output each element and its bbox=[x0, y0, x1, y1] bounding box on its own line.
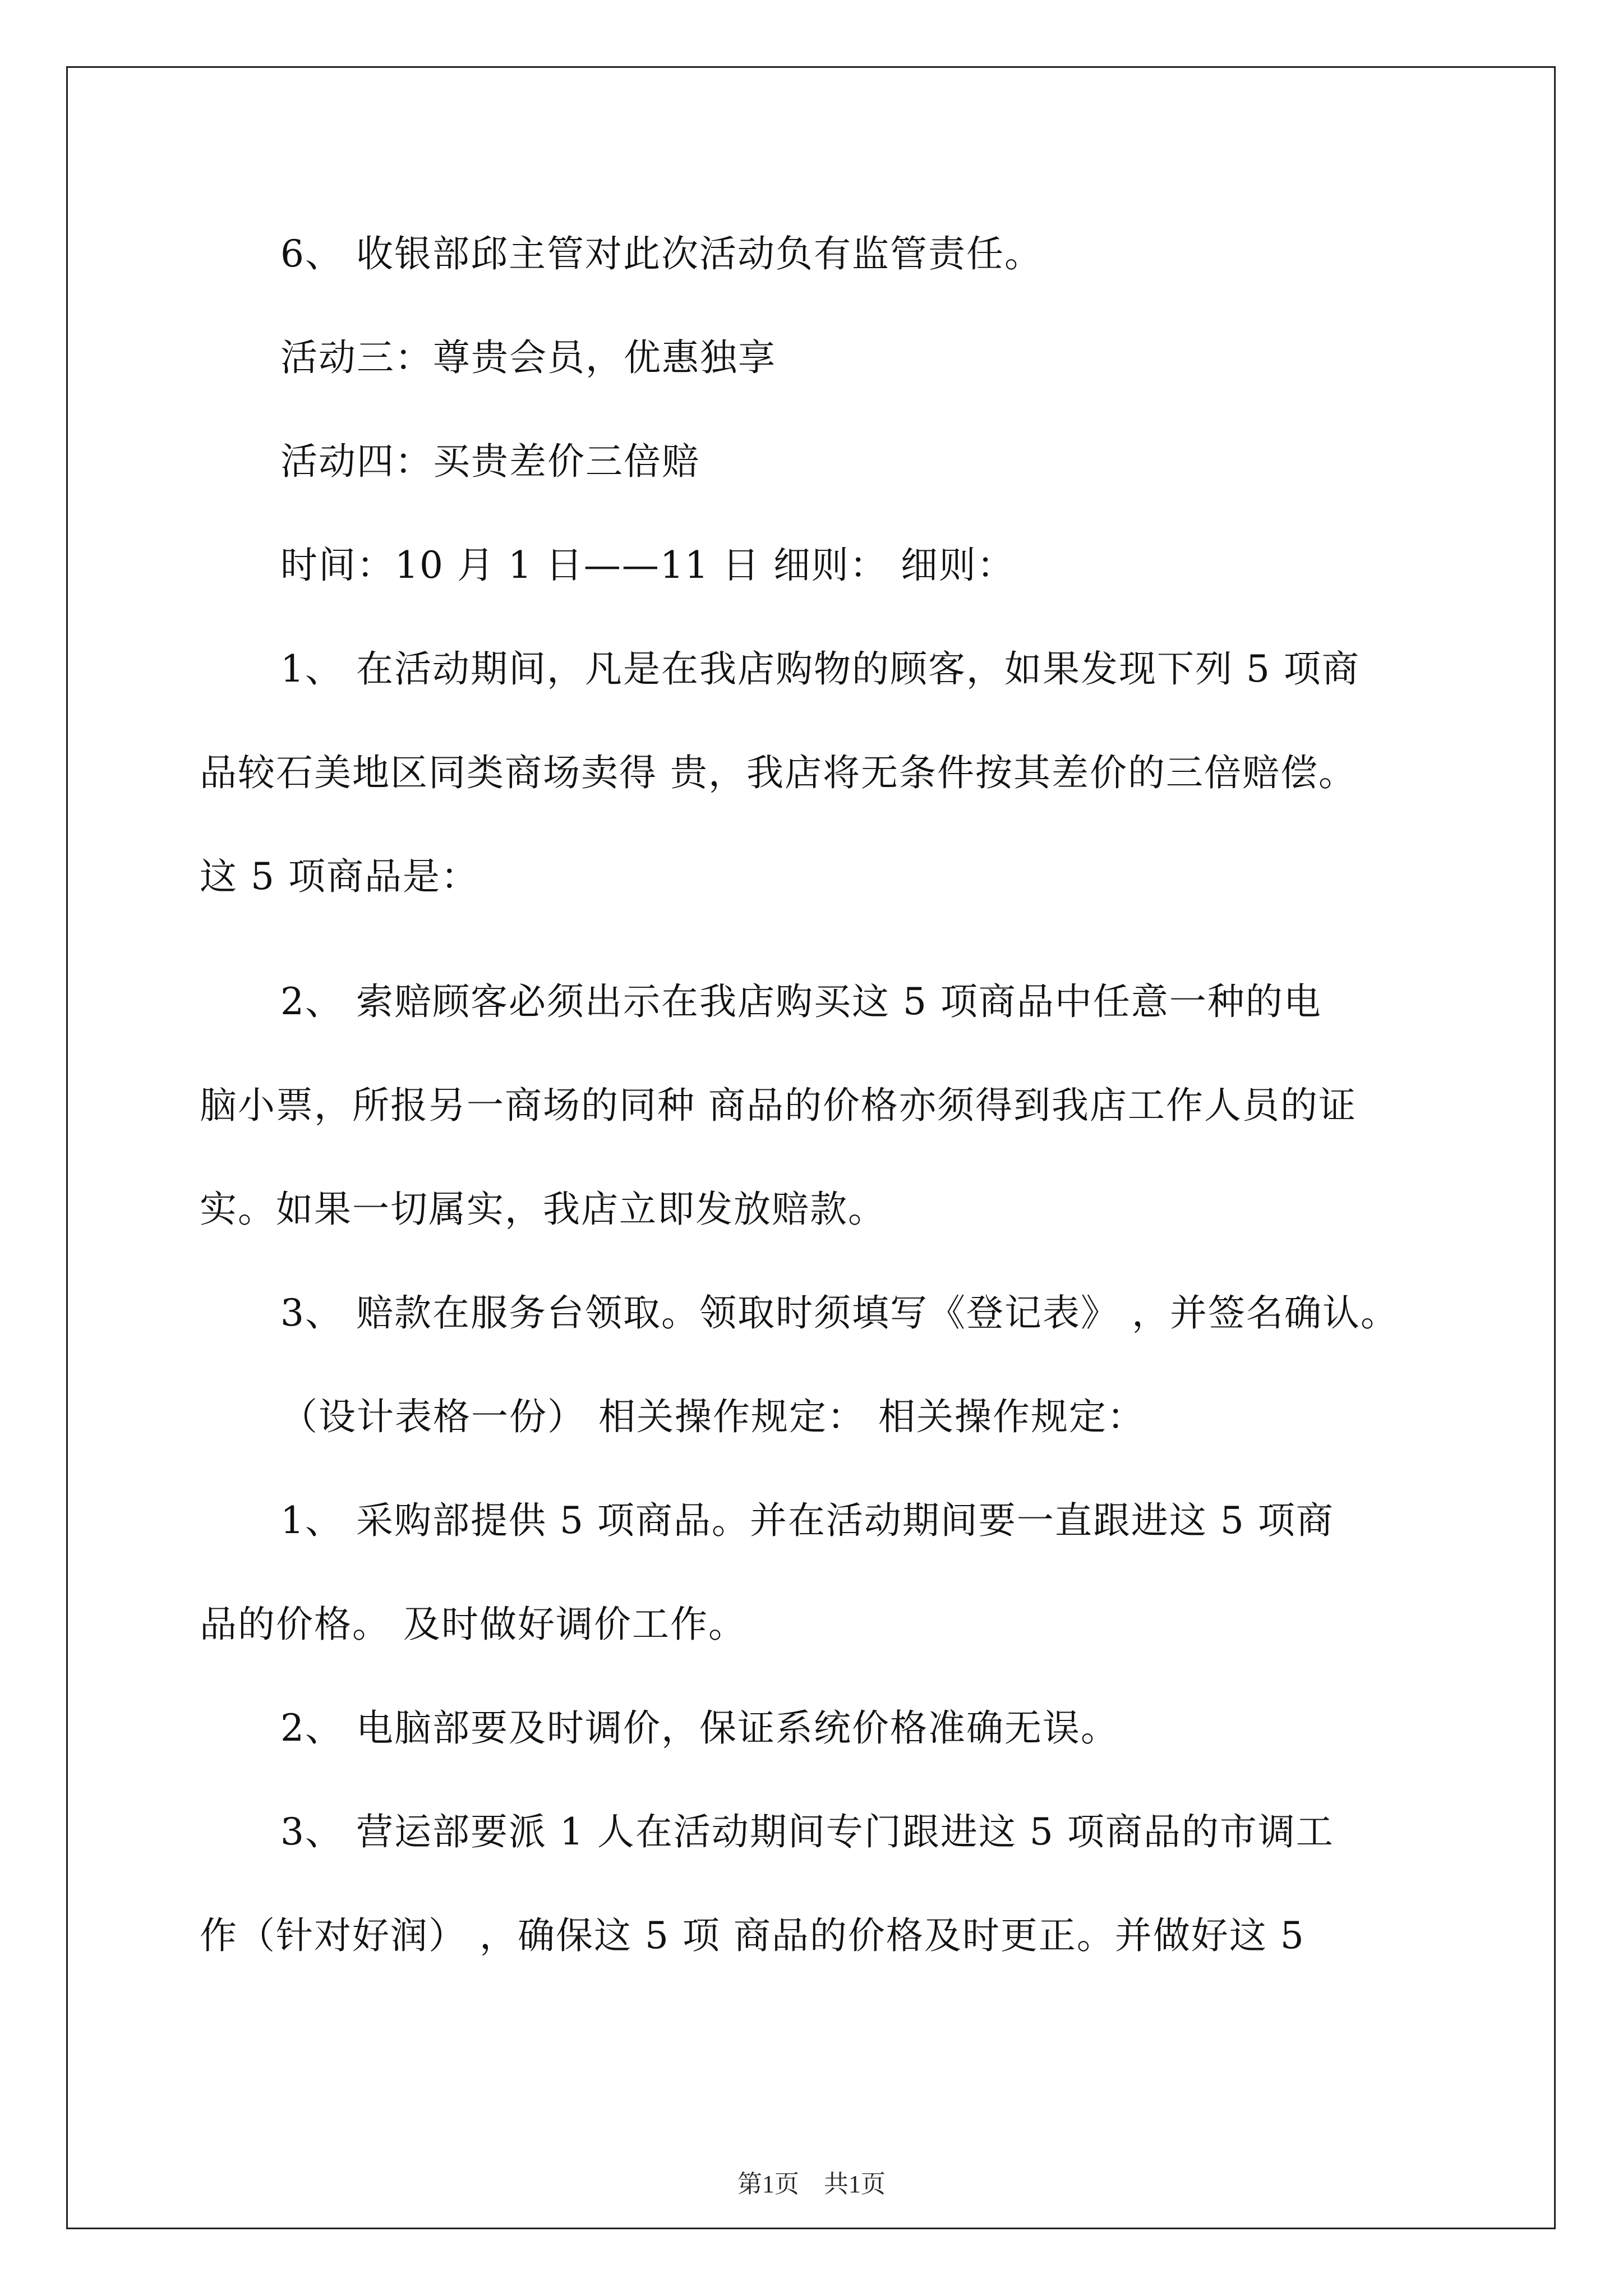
paragraph-line: 时间：10 月 1 日——11 日 细则： 细则： bbox=[280, 544, 1015, 587]
paragraph-line: 3、 赔款在服务台领取。领取时须填写《登记表》 ，并签名确认。 bbox=[280, 1291, 1399, 1335]
paragraph-line: 1、 在活动期间，凡是在我店购物的顾客，如果发现下列 5 项商 bbox=[280, 647, 1360, 691]
page-number-footer: 第1页 共1页 bbox=[737, 2170, 886, 2198]
paragraph-line: 3、 营运部要派 1 人在活动期间专门跟进这 5 项商品的市调工 bbox=[280, 1810, 1334, 1853]
paragraph-line: 品较石美地区同类商场卖得 贵，我店将无条件按其差价的三倍赔偿。 bbox=[200, 751, 1357, 794]
paragraph-line: 实。如果一切属实，我店立即发放赔款。 bbox=[200, 1188, 886, 1231]
paragraph-line: 脑小票，所报另一商场的同种 商品的价格亦须得到我店工作人员的证 bbox=[200, 1084, 1357, 1127]
page-border bbox=[66, 66, 1556, 2229]
paragraph-line: 作（针对好润） ，确保这 5 项 商品的价格及时更正。并做好这 5 bbox=[200, 1914, 1305, 1957]
paragraph-line: 活动四：买贵差价三倍赔 bbox=[280, 440, 700, 483]
paragraph-line: 这 5 项商品是： bbox=[200, 855, 479, 898]
paragraph-line: 1、 采购部提供 5 项商品。并在活动期间要一直跟进这 5 项商 bbox=[280, 1499, 1334, 1542]
paragraph-line: 2、 电脑部要及时调价，保证系统价格准确无误。 bbox=[280, 1706, 1119, 1750]
paragraph-line: 活动三：尊贵会员，优惠独享 bbox=[280, 336, 776, 379]
paragraph-line: （设计表格一份） 相关操作规定： 相关操作规定： bbox=[280, 1395, 1145, 1438]
paragraph-line: 品的价格。 及时做好调价工作。 bbox=[200, 1603, 746, 1646]
paragraph-line: 6、 收银部邱主管对此次活动负有监管责任。 bbox=[280, 232, 1043, 275]
paragraph-line: 2、 索赔顾客必须出示在我店购买这 5 项商品中任意一种的电 bbox=[280, 980, 1322, 1023]
